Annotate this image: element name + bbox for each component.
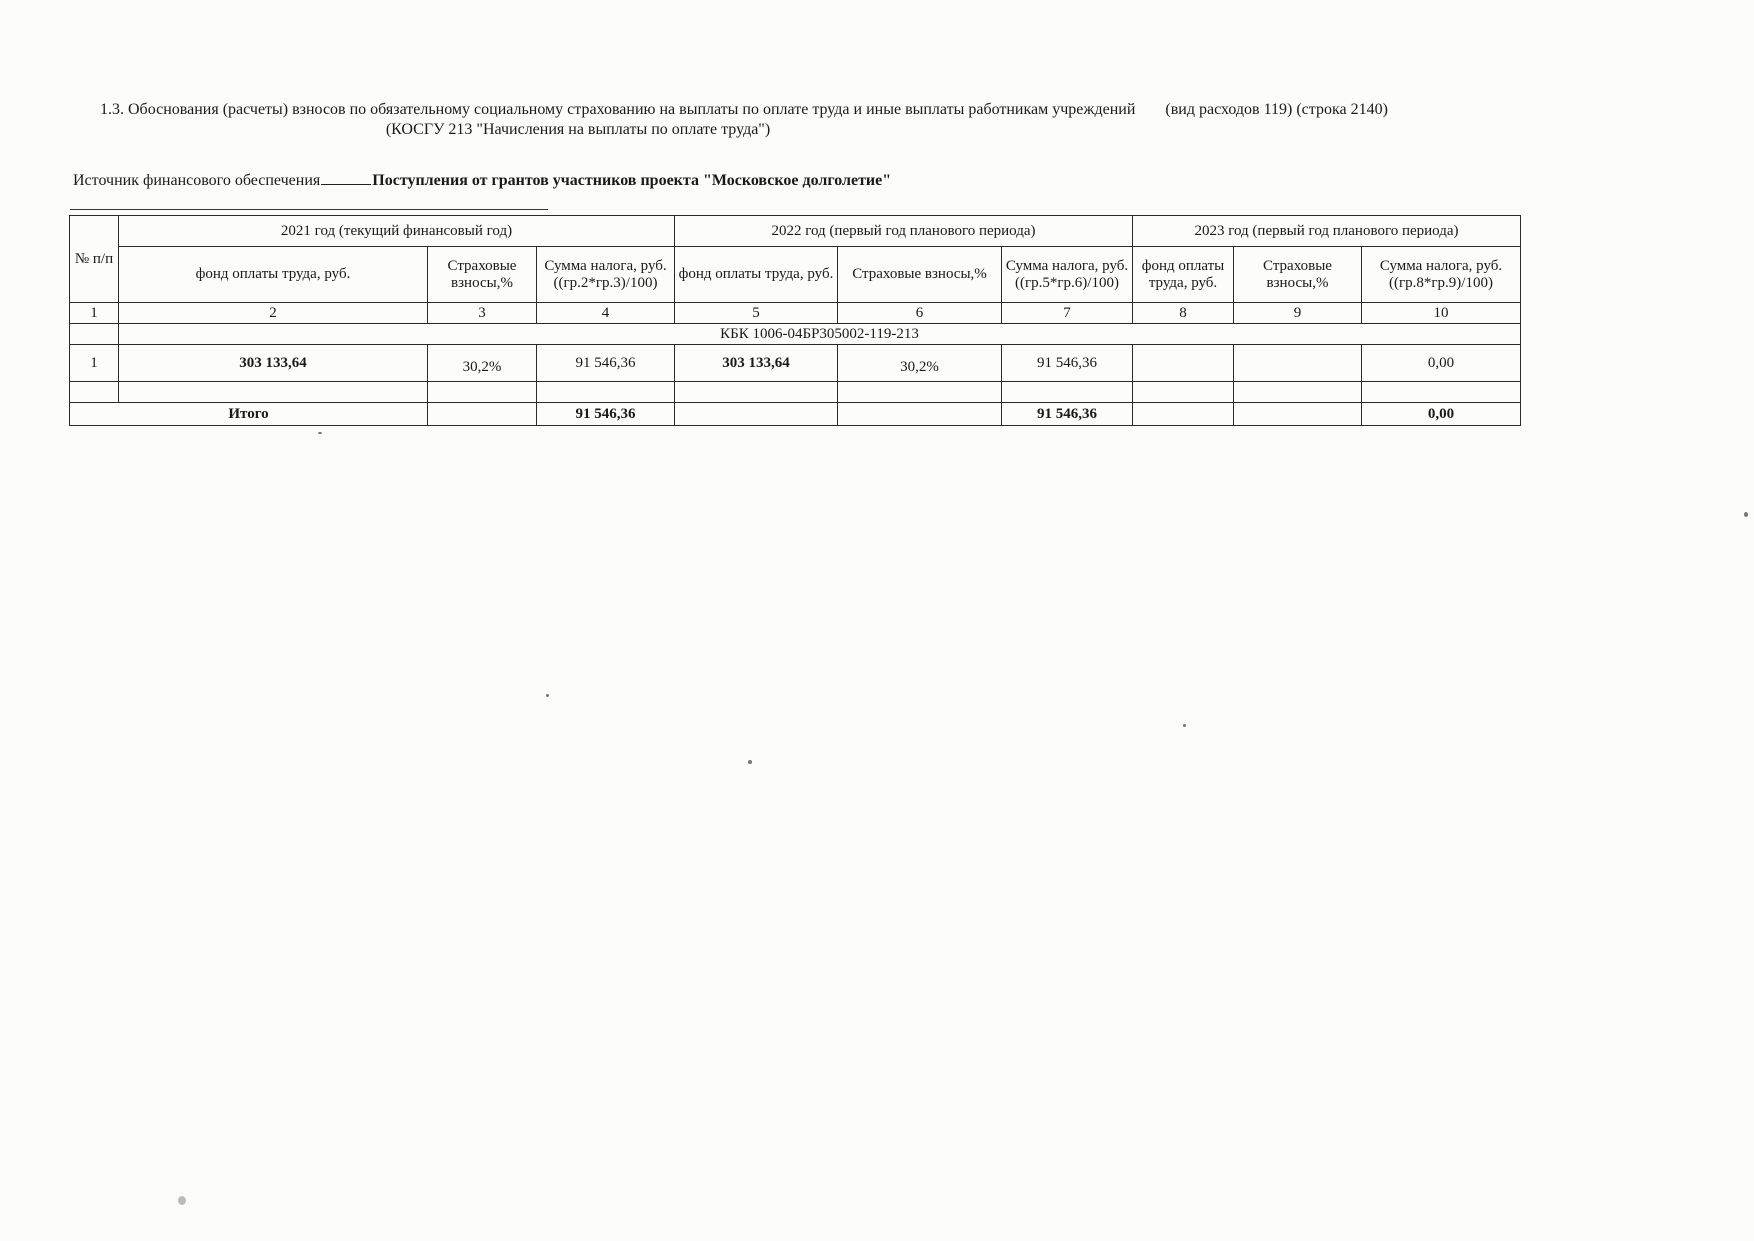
total-tax-2022: 91 546,36	[1002, 403, 1133, 426]
column-header: Сумма налога, руб. ((гр.8*гр.9)/100)	[1362, 247, 1521, 303]
column-number-row	[70, 303, 1521, 324]
kbk-code: КБК 1006-04БР305002-119-213	[119, 324, 1521, 345]
tax-2022: 91 546,36	[1002, 345, 1133, 382]
funding-source	[73, 172, 891, 190]
scan-speck	[546, 694, 549, 697]
total-tax-2021: 91 546,36	[537, 403, 675, 426]
fot-2023	[1133, 345, 1234, 382]
kbk-row	[70, 324, 1521, 345]
column-number: 10	[1362, 303, 1521, 324]
funding-source-label: Источник финансового обеспечения	[73, 172, 321, 189]
scan-speck	[318, 432, 322, 434]
heading-main: 1.3. Обоснования (расчеты) взносов по обязательному социальному страхованию на выплаты по оплате труда и иные выплаты работникам учреждений	[100, 101, 1136, 118]
year-2023-header: 2023 год (первый год планового периода)	[1133, 216, 1521, 247]
column-number: 4	[537, 303, 675, 324]
fot-2022: 303 133,64	[675, 345, 838, 382]
column-number: 1	[70, 303, 119, 324]
column-number: 7	[1002, 303, 1133, 324]
tax-2021: 91 546,36	[537, 345, 675, 382]
column-header: фонд оплаты труда, руб.	[119, 247, 428, 303]
column-number: 5	[675, 303, 838, 324]
scan-speck	[748, 760, 752, 764]
kbk-blank	[70, 324, 119, 345]
tax-2023: 0,00	[1362, 345, 1521, 382]
divider	[70, 209, 548, 210]
funding-source-value: Поступления от грантов участников проекта "Московское долголетие"	[372, 172, 892, 189]
heading-line-1	[100, 100, 1500, 120]
column-header: Страховые взносы,%	[428, 247, 537, 303]
empty-row	[70, 382, 1521, 403]
heading-tail: (вид расходов 119) (строка 2140)	[1165, 101, 1388, 118]
scan-speck	[1183, 724, 1186, 727]
contributions-table	[69, 215, 1521, 426]
table-row	[70, 345, 1521, 382]
fot-2021: 303 133,64	[119, 345, 428, 382]
column-number: 3	[428, 303, 537, 324]
column-header: Сумма налога, руб. ((гр.5*гр.6)/100)	[1002, 247, 1133, 303]
num-header: № п/п	[70, 216, 119, 303]
column-number: 8	[1133, 303, 1234, 324]
scan-speck	[178, 1196, 186, 1205]
column-header: Сумма налога, руб. ((гр.2*гр.3)/100)	[537, 247, 675, 303]
column-number: 6	[838, 303, 1002, 324]
column-header: Страховые взносы,%	[1234, 247, 1362, 303]
total-tax-2023: 0,00	[1362, 403, 1521, 426]
rate-2023	[1234, 345, 1362, 382]
year-2022-header: 2022 год (первый год планового периода)	[675, 216, 1133, 247]
column-header-row	[70, 247, 1521, 303]
rate-2021: 30,2%	[428, 345, 537, 382]
column-number: 2	[119, 303, 428, 324]
rate-2022: 30,2%	[838, 345, 1002, 382]
scan-speck	[1744, 512, 1748, 517]
document-heading	[100, 100, 1500, 140]
year-2021-header: 2021 год (текущий финансовый год)	[119, 216, 675, 247]
year-header-row	[70, 216, 1521, 247]
heading-line-2: (КОСГУ 213 "Начисления на выплаты по оплате труда")	[385, 121, 771, 138]
total-label: Итого	[70, 403, 428, 426]
column-header: Страховые взносы,%	[838, 247, 1002, 303]
column-header: фонд оплаты труда, руб.	[1133, 247, 1234, 303]
column-number: 9	[1234, 303, 1362, 324]
total-row	[70, 403, 1521, 426]
column-header: фонд оплаты труда, руб.	[675, 247, 838, 303]
row-number: 1	[70, 345, 119, 382]
